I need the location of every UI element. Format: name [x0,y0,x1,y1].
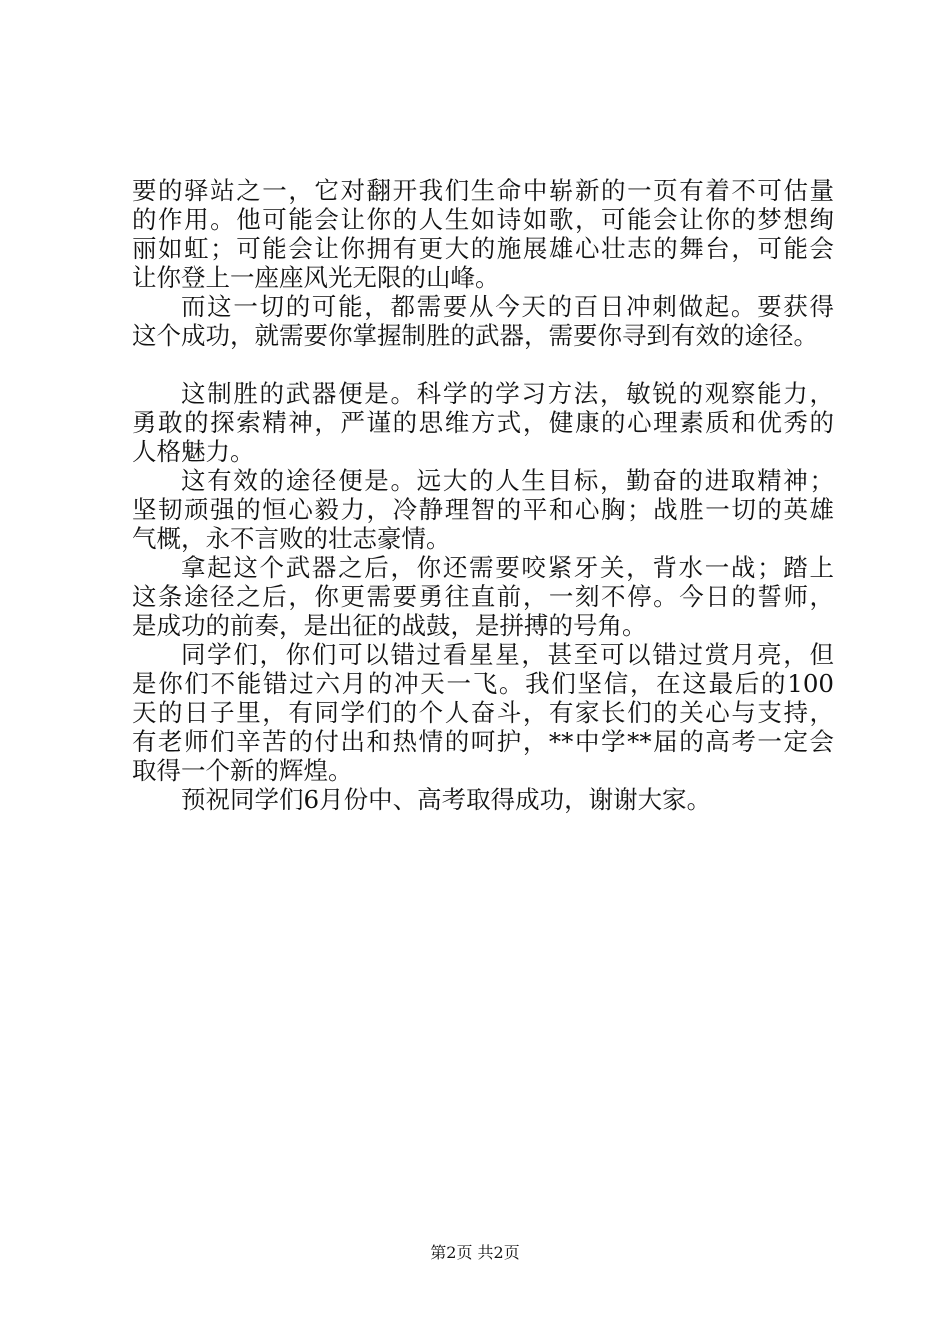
text-line: 这制胜的武器便是。科学的学习方法，敏锐的观察能力， [181,379,834,408]
text-line: 要的驿站之一，它对翻开我们生命中崭新的一页有着不可估量 [132,176,834,205]
text-line: 这条途径之后，你更需要勇往直前，一刻不停。今日的誓师， [132,582,834,611]
text-line: 是成功的前奏，是出征的战鼓，是拼搏的号角。 [132,611,647,640]
text-line: 天的日子里，有同学们的个人奋斗，有家长们的关心与支持， [132,698,834,727]
paragraph-2 [132,292,834,350]
text-line: 丽如虹；可能会让你拥有更大的施展雄心壮志的舞台，可能会 [132,234,834,263]
text-line: 而这一切的可能，都需要从今天的百日冲刺做起。要获得 [181,292,834,321]
paragraph-3 [132,379,834,466]
body-text [132,176,834,814]
text-line: 的作用。他可能会让你的人生如诗如歌，可能会让你的梦想绚 [132,205,834,234]
text-line: 坚韧顽强的恒心毅力，冷静理智的平和心胸；战胜一切的英雄 [132,495,834,524]
page-number-footer: 第2页 共2页 [430,1243,520,1262]
paragraph-5 [132,553,834,640]
paragraph-6 [132,640,834,785]
text-line: 勇敢的探索精神，严谨的思维方式，健康的心理素质和优秀的 [132,408,834,437]
text-line: 这有效的途径便是。远大的人生目标，勤奋的进取精神； [181,466,834,495]
paragraph-4 [132,466,834,553]
text-line: 人格魅力。 [132,437,255,466]
text-line: 气概，永不言败的壮志豪情。 [132,524,451,553]
text-line: 让你登上一座座风光无限的山峰。 [132,263,500,292]
text-line: 这个成功，就需要你掌握制胜的武器，需要你寻到有效的途径。 [132,321,818,350]
text-line: 取得一个新的辉煌。 [132,756,353,785]
paragraph-1 [132,176,834,292]
text-line: 拿起这个武器之后，你还需要咬紧牙关，背水一战；踏上 [181,553,834,582]
text-line: 是你们不能错过六月的冲天一飞。我们坚信，在这最后的100 [132,669,834,698]
text-line: 同学们，你们可以错过看星星，甚至可以错过赏月亮，但 [181,640,834,669]
text-line: 预祝同学们6月份中、高考取得成功，谢谢大家。 [181,785,712,814]
paragraph-7 [132,785,834,814]
paragraph-gap [132,350,834,379]
text-line: 有老师们辛苦的付出和热情的呵护，**中学**届的高考一定会 [132,727,834,756]
